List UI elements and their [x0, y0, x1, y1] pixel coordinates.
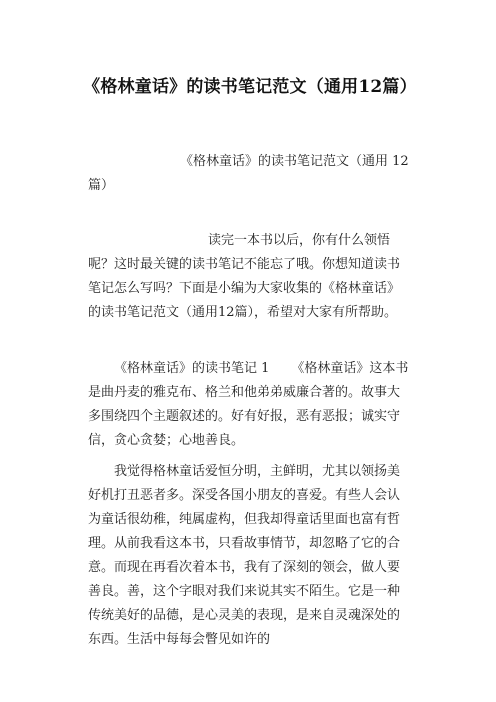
- subtitle-text: 《格林童话》的读书笔记范文（通用 12 篇）: [88, 154, 409, 193]
- intro-paragraph: [88, 229, 410, 325]
- paragraph-1: [88, 357, 410, 453]
- paragraph-2: 我觉得格林童话爱恒分明，主鲜明，尤其以领扬美好机打丑恶者多。深受各国小朋友的喜爱。有些人会认为童话很幼稚，纯属虚构，但我却得童话里面也富有哲理。从前我看这本书，只看故事情节，却忽略了它的合意。而现在再看次着本书，我有了深刻的领会，做人要善良。善，这个字眼对我们来说其实不陌生。它是一种传统美好的品德，是心灵美的表现，是来自灵魂深处的东西。生活中每每会瞥见如许的: [88, 464, 401, 647]
- document-subtitle: [88, 150, 410, 198]
- paragraph-1-text: 《格林童话》这本书是曲丹麦的雅克布、格兰和他弟弟威廉合著的。故事大多围绕四个主题叙述的。好有好报，恶有恶报；诚实守信，贪心贪婪；心地善良。: [88, 361, 409, 448]
- document-title: 《格林童话》的读书笔记范文（通用12篇）: [83, 77, 417, 97]
- section-heading: 《格林童话》的读书笔记 1: [114, 361, 270, 376]
- intro-text: 读完一本书以后，你有什么领悟呢？这时最关键的读书笔记不能忘了哦。你想知道读书笔记怎么写吗？下面是小编为大家收集的《格林童话》的读书笔记范文（通用12篇），希望对大家有所帮助。: [88, 233, 401, 320]
